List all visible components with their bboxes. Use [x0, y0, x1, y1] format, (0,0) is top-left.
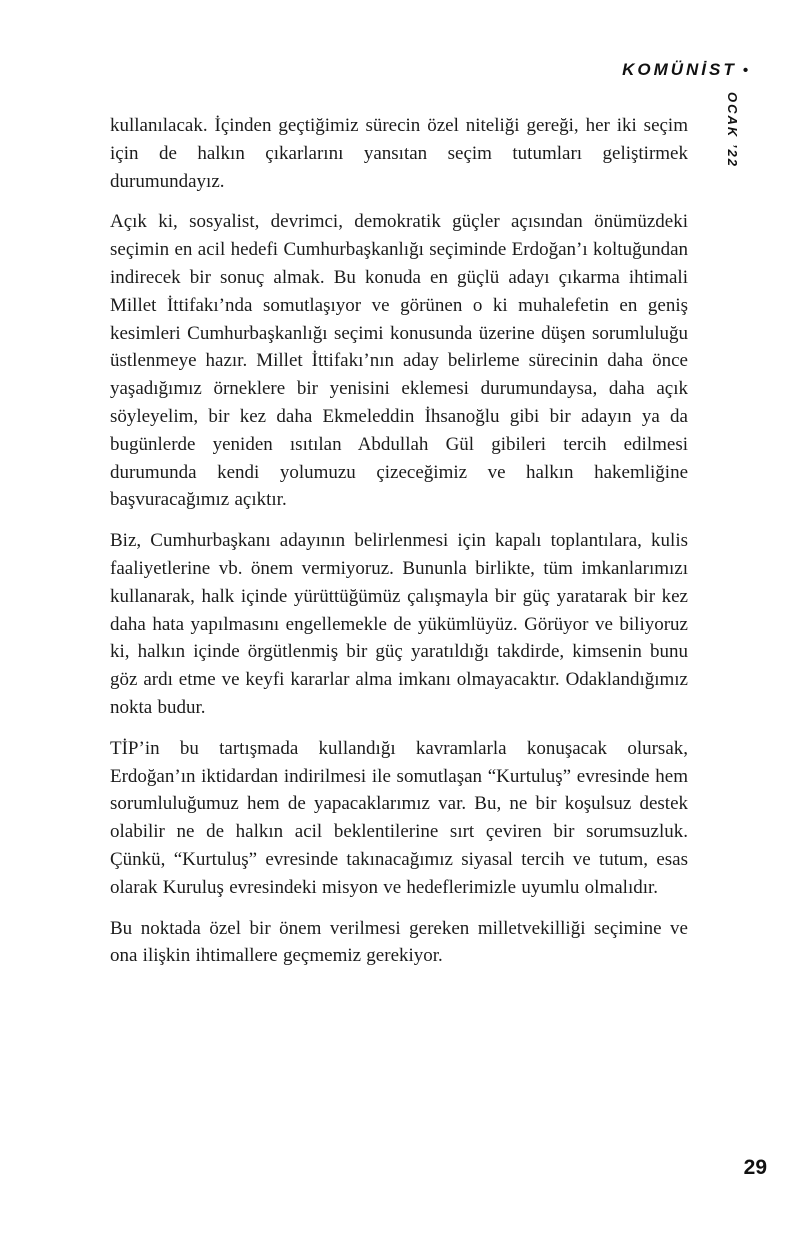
- issue-date-label: OCAK ’22: [725, 92, 740, 168]
- body-paragraph: kullanılacak. İçinden geçtiğimiz sürecin özel niteliği gereği, her iki seçim için de halkın çıkarlarını yansıtan seçim tutumları geliştirmek durumundayız.: [110, 115, 688, 192]
- body-paragraph: Bu noktada özel bir önem verilmesi gereken milletvekilliği seçimine ve ona ilişkin ihtimallere geçmemiz gerekiyor.: [110, 917, 688, 967]
- page-body: [110, 112, 688, 983]
- body-paragraph: Biz, Cumhurbaşkanı adayının belirlenmesi için kapalı toplantılara, kulis faaliyetlerine vb. önem vermiyoruz. Bununla birlikte, tüm imkanlarımızı kullanarak, halk içinde yürüttüğümüz çalışmayla bir güç yaratarak bir kez daha hata yapılmasını engellemekle de yükümlüyüz. Görüyor ve biliyoruz ki, halkın içinde örgütlenmiş bir güç yaratıldığı takdirde, kimsenin bunu göz ardı etme ve keyfi kararlar alma imkanı olmayacaktır. Odaklandığımız nokta budur.: [110, 530, 688, 718]
- body-paragraph: Açık ki, sosyalist, devrimci, demokratik güçler açısından önümüzdeki seçimin en acil hedefi Cumhurbaşkanlığı seçiminde Erdoğan’ı koltuğundan indirecek bir sonuç almak. Bu konuda en güçlü adayı çıkarma ihtimali Millet İttifakı’nda somutlaşıyor ve görünen o ki muhalefetin en geniş kesimleri Cumhurbaşkanlığı seçimi konusunda üzerine düşen sorumluluğu üstlenmeye hazır. Millet İttifakı’nın aday belirleme sürecinin daha önce yaşadığımız örneklere bir yenisini eklemesi durumundaysa, daha açık söyleyelim, bir kez daha Ekmeleddin İhsanoğlu gibi bir adayın ya da bugünlerde yeniden ısıtılan Abdullah Gül gibileri tercih edilmesi durumunda kendi yolumuzu çizeceğimiz ve halkın hakemliğine başvuracağımız açıktır.: [110, 211, 688, 511]
- page-number: 29: [743, 1156, 767, 1179]
- body-paragraph: TİP’in bu tartışmada kullandığı kavramlarla konuşacak olursak, Erdoğan’ın iktidardan indirilmesi ile somutlaşan “Kurtuluş” evresinde hem sorumluluğumuz hem de yapacaklarımız var. Bu, ne bir koşulsuz destek olabilir ne de halkın acil beklentilerine sırt çeviren bir sorumsuzluk. Çünkü, “Kurtuluş” evresinde takınacağımız siyasal tercih ve tutum, esas olarak Kuruluş evresindeki misyon ve hedeflerimizle uyumlu olmalıdır.: [110, 737, 688, 898]
- header-bullet: •: [742, 62, 748, 79]
- journal-title: [622, 60, 748, 80]
- journal-title-text: KOMÜNİST: [622, 60, 737, 79]
